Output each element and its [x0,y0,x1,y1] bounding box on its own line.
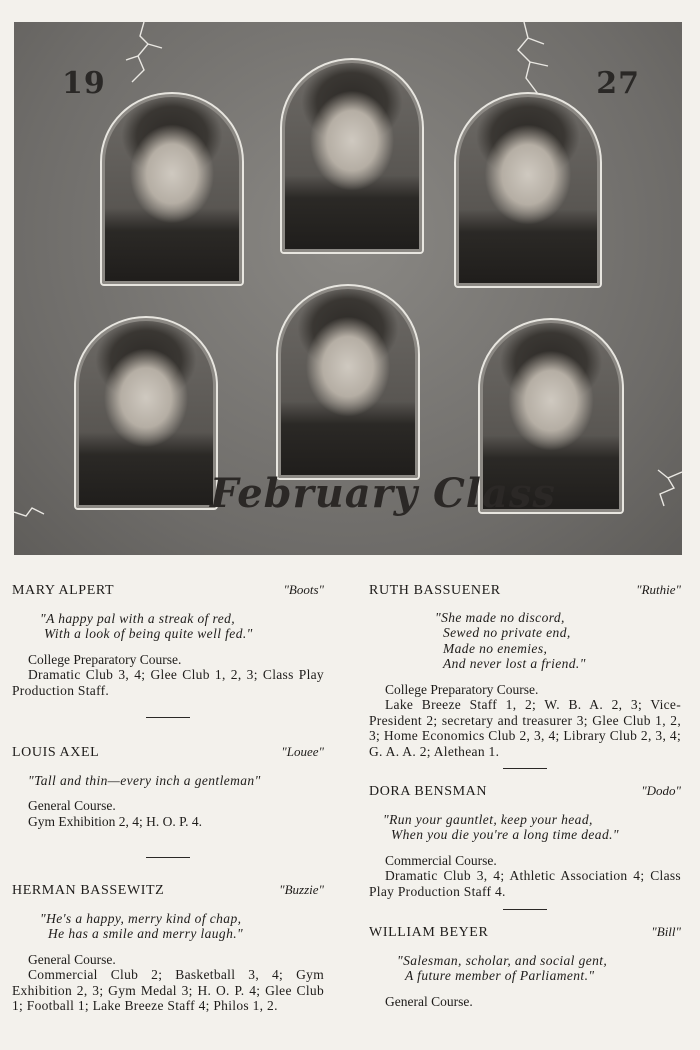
student-nickname: "Bill" [651,924,681,939]
student-name: RUTH BASSUENER [369,583,501,598]
quote-line: He has a smile and merry laugh." [48,926,244,941]
student-course: General Course. [28,798,116,813]
quote-line: "She made no discord, [435,609,565,625]
entry-header [12,582,324,599]
student-name: HERMAN BASSEWITZ [12,883,165,898]
student-quote [369,953,681,984]
quote-line: "Run your gauntlet, keep your head, [383,811,593,827]
portrait-ruth-bassuener [74,316,218,510]
student-quote [12,911,324,942]
crack-decoration [114,22,174,102]
quote-line: "Salesman, scholar, and social gent, [397,952,608,968]
year-left: 19 [62,66,106,101]
student-course: General Course. [385,993,473,1009]
student-nickname: "Buzzie" [279,882,324,897]
class-title: February Class [210,470,556,517]
student-course: General Course. [28,951,116,967]
student-activities: Gym Exhibition 2, 4; H. O. P. 4. [28,813,203,829]
student-entry [369,783,681,899]
student-entry [12,744,324,829]
entry-header [369,924,681,941]
entry-header [12,744,324,761]
student-name: LOUIS AXEL [12,745,100,760]
quote-line: "He's a happy, merry kind of chap, [40,910,242,926]
student-course: College Preparatory Course. [385,681,539,697]
student-quote [12,611,324,642]
portrait-mary-alpert [100,92,244,286]
year-right: 27 [596,66,640,101]
student-activities: Dramatic Club 3, 4; Glee Club 1, 2, 3; Class Play Production Staff. [12,667,324,698]
student-entry [369,582,681,759]
quote-line: When you die you're a long time dead." [391,827,619,842]
student-quote [369,812,681,843]
portrait-dora-bensman [276,284,420,480]
student-course: Commercial Course. [385,852,497,868]
student-nickname: "Louee" [281,744,324,759]
student-name: DORA BENSMAN [369,784,488,799]
crack-decoration [634,452,682,512]
quote-line: "A happy pal with a streak of red, [40,610,236,626]
student-course: College Preparatory Course. [28,651,182,667]
right-column [369,582,681,1009]
quote-line: Made no enemies, [443,640,548,656]
student-quote [12,773,324,789]
student-nickname: "Ruthie" [636,582,681,597]
divider [146,857,190,858]
student-entry [369,924,681,1009]
portrait-panel [14,22,682,555]
student-entry [12,882,324,1014]
entry-header [369,783,681,800]
crack-decoration [14,492,54,532]
entry-header [369,582,681,599]
quote-line: And never lost a friend." [443,656,586,671]
quote-line: "Tall and thin—every inch a gentleman" [28,772,261,788]
divider [146,717,190,718]
quote-line: Sewed no private end, [443,625,571,640]
student-activities: Lake Breeze Staff 1, 2; W. B. A. 2, 3; Vice-President 2; secretary and treasurer 3; Glee Club 1, 2, 3; Home Economics Club 2, 3, 4; Library Club 2, 3, 4; G. A. A. 2; Alethean 1. [369,697,681,759]
student-activities: Commercial Club 2; Basketball 3, 4; Gym Exhibition 2, 3; Gym Medal 3; H. O. P. 4; Glee Club 1; Football 1; Lake Breeze Staff 4; Philos 1, 2. [12,967,324,1013]
left-column [12,582,324,1014]
quote-line: A future member of Parliament." [405,968,595,983]
divider [503,909,547,910]
student-entry [12,582,324,698]
student-nickname: "Boots" [283,582,324,597]
entry-header [12,882,324,899]
student-quote [369,610,681,672]
portrait-louis-axel [280,58,424,254]
student-nickname: "Dodo" [641,783,681,798]
student-name: WILLIAM BEYER [369,925,489,940]
quote-line: With a look of being quite well fed." [44,626,253,641]
portrait-herman-bassewitz [454,92,602,288]
student-name: MARY ALPERT [12,583,115,598]
divider [503,768,547,769]
student-activities: Dramatic Club 3, 4; Athletic Association 4; Class Play Production Staff 4. [369,868,681,899]
